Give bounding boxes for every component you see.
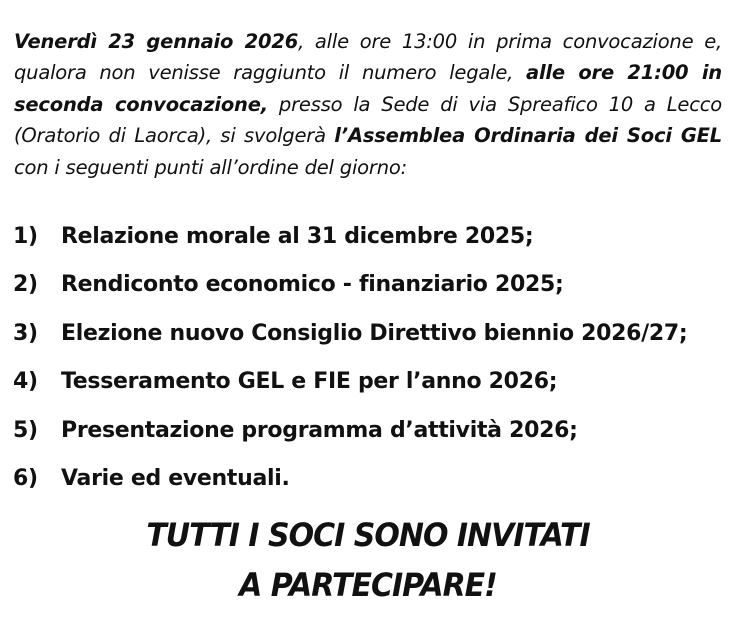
invitation-line-1: TUTTI I SOCI SONO INVITATI	[146, 516, 590, 555]
agenda-item	[13, 406, 728, 455]
intro-text-1: , alle ore 13:00 in prima convocazione e, qualora non venisse raggiunto il numero legale,	[14, 29, 722, 84]
agenda-item-text: Presentazione programma d’attività 2026;	[61, 417, 578, 443]
agenda-list	[13, 212, 728, 503]
agenda-item-text: Elezione nuovo Consiglio Direttivo biennio 2026/27;	[61, 320, 688, 346]
agenda-item-text: Rendiconto economico - finanziario 2025;	[61, 272, 564, 298]
agenda-item	[13, 261, 728, 310]
agenda-item-number: 2)	[13, 272, 38, 298]
agenda-item	[13, 309, 728, 358]
agenda-item-text: Varie ed eventuali.	[61, 466, 290, 492]
intro-text-2: presso la Sede di via Spreafico 10 a Lecco (Oratorio di Laorca), si svolgerà	[14, 92, 722, 147]
agenda-item-number: 5)	[13, 417, 38, 443]
intro-text-3: con i seguenti punti all’ordine del giorno:	[14, 155, 407, 179]
agenda-item-text: Relazione morale al 31 dicembre 2025;	[61, 223, 534, 249]
meeting-date: Venerdì 23 gennaio 2026	[14, 29, 299, 53]
agenda-item-number: 4)	[13, 369, 38, 395]
agenda-item-number: 6)	[13, 466, 38, 492]
invitation-line-2: A PARTECIPARE!	[239, 566, 497, 605]
agenda-item-number: 1)	[13, 223, 38, 249]
agenda-item	[13, 358, 728, 407]
second-call-time: alle ore 21:00 in seconda convocazione,	[14, 61, 722, 116]
intro-paragraph	[14, 26, 722, 184]
agenda-item	[13, 455, 728, 504]
assembly-name: l’Assemblea Ordinaria dei Soci GEL	[334, 124, 722, 147]
agenda-item-text: Tesseramento GEL e FIE per l’anno 2026;	[61, 369, 558, 395]
agenda-item-number: 3)	[13, 320, 38, 346]
agenda-item	[13, 212, 728, 261]
